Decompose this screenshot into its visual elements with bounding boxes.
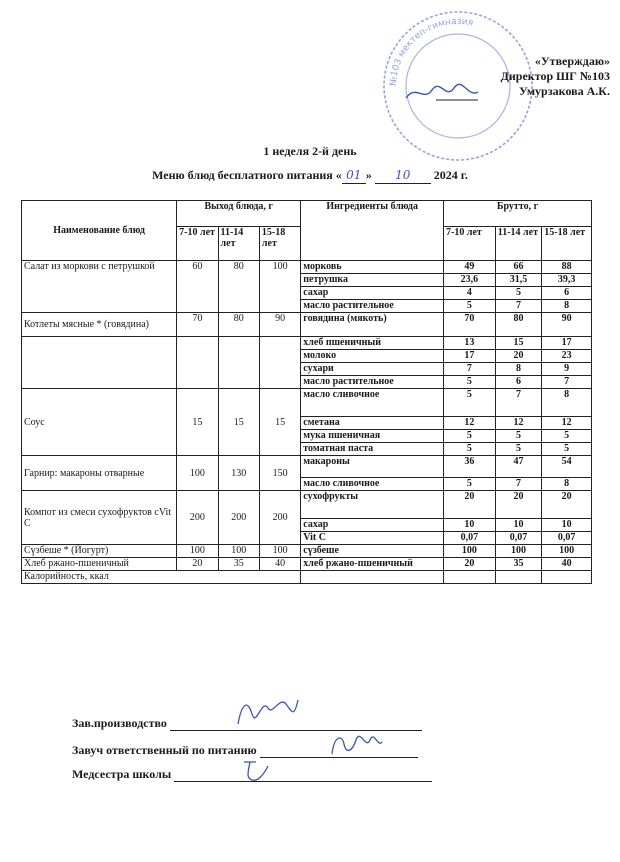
ingredient-gross-g3: 9 (542, 363, 592, 376)
nurse-signature (238, 756, 278, 786)
dish-output-o1: 60 (177, 261, 218, 313)
ingredient-gross-g1: 10 (444, 519, 496, 532)
ingredient-gross-g2: 7 (495, 478, 542, 491)
ingredient-gross-g3: 5 (542, 443, 592, 456)
ingredient-gross-g3: 10 (542, 519, 592, 532)
ingredient-gross-g3: 6 (542, 287, 592, 300)
production-signature (232, 694, 302, 730)
signature-nurse-line (174, 781, 432, 782)
approval-title: «Утверждаю» (534, 54, 610, 68)
ingredient-name: сухари (301, 363, 444, 376)
ingredient-gross-g3: 20 (542, 491, 592, 519)
menu-title-prefix: Меню блюд бесплатного питания « (152, 168, 342, 182)
dish-output-o1: 100 (177, 456, 218, 491)
ingredient-gross-g2: 10 (495, 519, 542, 532)
menu-table (21, 200, 592, 584)
dish-name: Хлеб ржано-пшеничный (22, 558, 177, 571)
ingredient-name: масло сливочное (301, 389, 444, 417)
ingredient-gross-g1: 5 (444, 443, 496, 456)
ingredient-gross-g1: 0,07 (444, 532, 496, 545)
ingredient-gross-g2: 0,07 (495, 532, 542, 545)
ingredient-gross-g2: 20 (495, 491, 542, 519)
dish-output-o3: 40 (259, 558, 300, 571)
table-row (22, 558, 592, 571)
nutrition-signature (326, 730, 386, 760)
ingredient-gross-g1: 70 (444, 313, 496, 337)
ingredient-gross-g1: 5 (444, 430, 496, 443)
ingredient-gross-g3: 23 (542, 350, 592, 363)
menu-date-day: 01 (342, 168, 366, 184)
ingredient-gross-g3: 100 (542, 545, 592, 558)
header-output: Выход блюда, г (177, 201, 301, 227)
ingredient-gross-g2: 66 (495, 261, 542, 274)
ingredient-gross-g3: 88 (542, 261, 592, 274)
table-row (22, 337, 592, 350)
dish-output-o3: 15 (259, 389, 300, 456)
dish-output-o1: 100 (177, 545, 218, 558)
ingredient-name: масло сливочное (301, 478, 444, 491)
table-row (22, 313, 592, 337)
ingredient-gross-g3: 8 (542, 300, 592, 313)
ingredient-gross-g1: 100 (444, 545, 496, 558)
empty-cell (22, 376, 177, 389)
table-row (22, 491, 592, 519)
signature-nurse-label: Медсестра школы (72, 767, 172, 781)
dish-output-o3: 90 (259, 313, 300, 337)
header-dish: Наименование блюд (22, 201, 177, 261)
empty-cell (177, 376, 218, 389)
ingredient-gross-g3: 17 (542, 337, 592, 350)
ingredient-gross-g3: 7 (542, 376, 592, 389)
dish-output-o1: 70 (177, 313, 218, 337)
dish-output-o1: 15 (177, 389, 218, 456)
dish-output-o1: 20 (177, 558, 218, 571)
week-day-title: 1 неделя 2-й день (263, 144, 357, 158)
dish-name: Компот из смеси сухофруктов cVit C (22, 491, 177, 545)
dish-output-o3: 100 (259, 261, 300, 313)
menu-date-month: 10 (375, 168, 431, 184)
ingredient-gross-g2: 31,5 (495, 274, 542, 287)
menu-title (0, 168, 620, 184)
ingredient-gross-g2: 47 (495, 456, 542, 478)
ingredient-gross-g3: 12 (542, 417, 592, 430)
ingredient-name: морковь (301, 261, 444, 274)
empty-cell (22, 350, 177, 363)
ingredient-gross-g3: 8 (542, 389, 592, 417)
calories-value (495, 571, 542, 584)
ingredient-gross-g1: 12 (444, 417, 496, 430)
ingredient-name: масло растительное (301, 300, 444, 313)
approval-person: Умурзакова А.К. (519, 84, 610, 98)
ingredient-gross-g2: 80 (495, 313, 542, 337)
ingredient-gross-g2: 7 (495, 389, 542, 417)
empty-cell (218, 376, 259, 389)
table-row (22, 350, 592, 363)
ingredient-gross-g2: 15 (495, 337, 542, 350)
empty-cell (218, 363, 259, 376)
ingredient-name: петрушка (301, 274, 444, 287)
signature-nutrition-label: Завуч ответственный по питанию (72, 743, 257, 757)
ingredient-gross-g3: 54 (542, 456, 592, 478)
table-row (22, 376, 592, 389)
dish-name: Котлеты мясные * (говядина) (22, 313, 177, 337)
calories-value (301, 571, 444, 584)
ingredient-gross-g2: 7 (495, 300, 542, 313)
dish-output-o1: 200 (177, 491, 218, 545)
header-output-age-11-14: 11-14 лет (218, 227, 259, 261)
ingredient-gross-g1: 5 (444, 300, 496, 313)
empty-cell (22, 363, 177, 376)
empty-cell (259, 376, 300, 389)
table-row (22, 456, 592, 478)
ingredient-gross-g1: 36 (444, 456, 496, 478)
ingredient-name: Vit C (301, 532, 444, 545)
signature-production-label: Зав.производство (72, 716, 167, 730)
ingredient-name: хлеб ржано-пшеничный (301, 558, 444, 571)
table-row (22, 389, 592, 417)
ingredient-name: сметана (301, 417, 444, 430)
ingredient-gross-g2: 5 (495, 287, 542, 300)
approval-position: Директор ШГ №103 (500, 69, 610, 83)
ingredient-gross-g1: 13 (444, 337, 496, 350)
ingredient-gross-g3: 5 (542, 430, 592, 443)
ingredient-gross-g1: 17 (444, 350, 496, 363)
empty-cell (22, 337, 177, 350)
ingredient-gross-g1: 7 (444, 363, 496, 376)
menu-table-body (22, 261, 592, 584)
table-row (22, 545, 592, 558)
dish-output-o2: 80 (218, 261, 259, 313)
empty-cell (218, 350, 259, 363)
ingredient-gross-g1: 23,6 (444, 274, 496, 287)
ingredient-name: макароны (301, 456, 444, 478)
ingredient-name: молоко (301, 350, 444, 363)
dish-output-o2: 15 (218, 389, 259, 456)
ingredient-gross-g3: 39,3 (542, 274, 592, 287)
dish-output-o2: 35 (218, 558, 259, 571)
header-output-age-7-10: 7-10 лет (177, 227, 218, 261)
header-output-age-15-18: 15-18 лет (259, 227, 300, 261)
dish-output-o3: 150 (259, 456, 300, 491)
empty-cell (177, 363, 218, 376)
dish-name: Салат из моркови с петрушкой (22, 261, 177, 313)
header-gross-age-15-18: 15-18 лет (542, 227, 592, 261)
ingredient-gross-g1: 20 (444, 558, 496, 571)
table-row (22, 363, 592, 376)
ingredient-gross-g3: 0,07 (542, 532, 592, 545)
director-signature (402, 80, 482, 106)
ingredient-gross-g3: 90 (542, 313, 592, 337)
empty-cell (177, 337, 218, 350)
ingredient-gross-g1: 5 (444, 478, 496, 491)
header-ingredients: Ингредиенты блюда (301, 201, 444, 261)
dish-name: Гарнир: макароны отварные (22, 456, 177, 491)
ingredient-name: хлеб пшеничный (301, 337, 444, 350)
ingredient-gross-g1: 4 (444, 287, 496, 300)
ingredient-gross-g2: 8 (495, 363, 542, 376)
ingredient-gross-g1: 49 (444, 261, 496, 274)
menu-title-mid: » (365, 168, 372, 182)
ingredient-gross-g3: 40 (542, 558, 592, 571)
ingredient-gross-g2: 6 (495, 376, 542, 389)
ingredient-gross-g3: 8 (542, 478, 592, 491)
ingredient-gross-g1: 5 (444, 376, 496, 389)
dish-name: Сүзбеше * (Йогурт) (22, 545, 177, 558)
ingredient-gross-g2: 100 (495, 545, 542, 558)
calories-value (444, 571, 496, 584)
calories-label: Калорийность, ккал (22, 571, 301, 584)
ingredient-name: мука пшеничная (301, 430, 444, 443)
ingredient-name: говядина (мякоть) (301, 313, 444, 337)
header-gross: Брутто, г (444, 201, 592, 227)
ingredient-gross-g2: 5 (495, 430, 542, 443)
dish-output-o3: 100 (259, 545, 300, 558)
dish-output-o2: 200 (218, 491, 259, 545)
dish-output-o2: 130 (218, 456, 259, 491)
header-gross-age-11-14: 11-14 лет (495, 227, 542, 261)
menu-title-year: 2024 г. (433, 168, 468, 182)
ingredient-name: сахар (301, 287, 444, 300)
empty-cell (218, 337, 259, 350)
ingredient-name: сухофрукты (301, 491, 444, 519)
ingredient-gross-g1: 5 (444, 389, 496, 417)
table-row (22, 261, 592, 274)
calories-row (22, 571, 592, 584)
empty-cell (259, 350, 300, 363)
empty-cell (259, 363, 300, 376)
ingredient-gross-g1: 20 (444, 491, 496, 519)
dish-output-o3: 200 (259, 491, 300, 545)
ingredient-gross-g2: 35 (495, 558, 542, 571)
empty-cell (177, 350, 218, 363)
ingredient-name: сахар (301, 519, 444, 532)
empty-cell (259, 337, 300, 350)
header-gross-age-7-10: 7-10 лет (444, 227, 496, 261)
ingredient-name: томатная паста (301, 443, 444, 456)
dish-output-o2: 80 (218, 313, 259, 337)
calories-value (542, 571, 592, 584)
ingredient-gross-g2: 20 (495, 350, 542, 363)
ingredient-name: сүзбеше (301, 545, 444, 558)
ingredient-name: масло растительное (301, 376, 444, 389)
dish-output-o2: 100 (218, 545, 259, 558)
stamp-text: №103 мектеп-гимназия (388, 16, 475, 87)
dish-name: Соус (22, 389, 177, 456)
ingredient-gross-g2: 5 (495, 443, 542, 456)
ingredient-gross-g2: 12 (495, 417, 542, 430)
